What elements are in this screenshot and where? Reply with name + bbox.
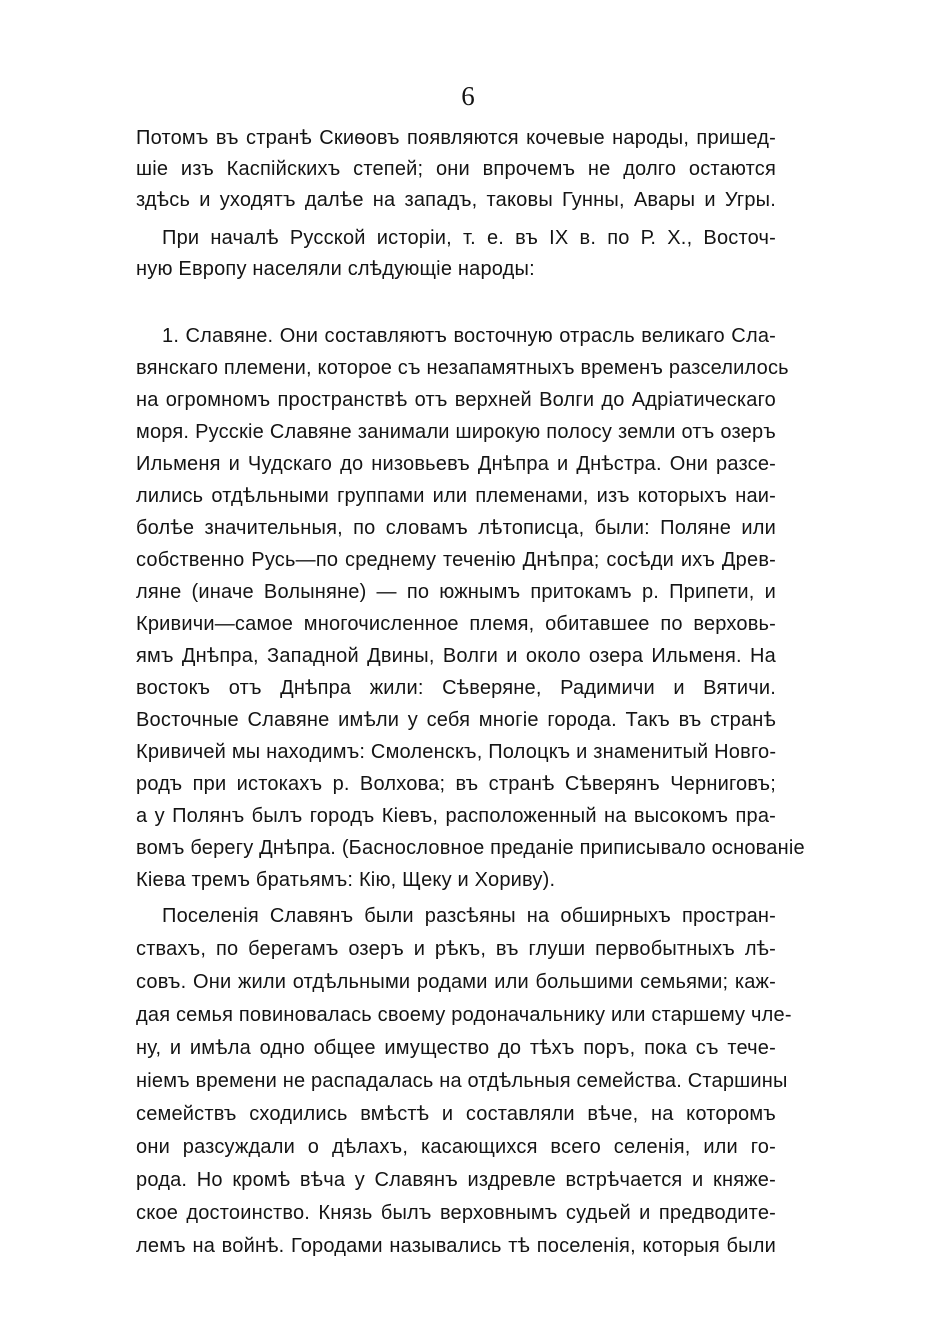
text-line: лились отдѣльными группами или племенами, изъ которыхъ наи- (136, 485, 776, 507)
text-line: семействъ сходились вмѣстѣ и составляли вѣче, на которомъ (136, 1103, 776, 1125)
text-line: здѣсь и уходятъ далѣе на западъ, таковы Гунны, Авары и Угры. (136, 189, 776, 211)
text-line: ніемъ времени не распадалась на отдѣльныя семейства. Старшины (136, 1070, 788, 1092)
text-line: Поселенія Славянъ были разсѣяны на обширныхъ простран- (162, 905, 776, 927)
text-line: болѣе значительныя, по словамъ лѣтописца, были: Поляне или (136, 517, 776, 539)
text-line: Кривичей мы находимъ: Смоленскъ, Полоцкъ и знаменитый Новго- (136, 741, 777, 763)
text-line: рода. Но кромѣ вѣча у Славянъ издревле встрѣчается и княже- (136, 1169, 776, 1191)
text-line: на огромномъ пространствѣ отъ верхней Волги до Адріатическаго (136, 389, 776, 411)
text-line: Потомъ въ странѣ Скиѳовъ появляются кочевые народы, пришед- (136, 127, 776, 149)
text-line: ляне (иначе Волыняне) — по южнымъ притокамъ р. Припети, и (136, 581, 776, 603)
text-line: шіе изъ Каспійскихъ степей; они впрочемъ не долго остаются (136, 158, 776, 180)
text-line: востокъ отъ Днѣпра жили: Сѣверяне, Радимичи и Вятичи. (136, 677, 776, 699)
text-line: Ильменя и Чудскаго до низовьевъ Днѣпра и Днѣстра. Они разсе- (136, 453, 776, 475)
text-line: вянскаго племени, которое съ незапамятныхъ временъ разселилось (136, 357, 789, 379)
text-line: ную Европу населяли слѣдующіе народы: (136, 258, 535, 280)
text-line: ское достоинство. Князь былъ верховнымъ судьей и предводите- (136, 1202, 776, 1224)
text-line: ямъ Днѣпра, Западной Двины, Волги и около озера Ильменя. На (136, 645, 776, 667)
text-line: Кривичи—самое многочисленное племя, обитавшее по верховь- (136, 613, 776, 635)
text-line: ну, и имѣла одно общее имущество до тѣхъ поръ, пока съ тече- (136, 1037, 776, 1059)
text-line: родъ при истокахъ р. Волхова; въ странѣ Сѣверянъ Черниговъ; (136, 773, 776, 795)
text-line: дая семья повиновалась своему родоначальнику или старшему чле- (136, 1004, 792, 1026)
text-line: лемъ на войнѣ. Городами назывались тѣ поселенія, которыя были (136, 1235, 776, 1257)
text-line: они разсуждали о дѣлахъ, касающихся всего селенія, или го- (136, 1136, 776, 1158)
text-line: Восточные Славяне имѣли у себя многіе города. Такъ въ странѣ (136, 709, 776, 731)
text-line: 1. Славяне. Они составляютъ восточную отрасль великаго Сла- (162, 325, 776, 347)
text-line: а у Полянъ былъ городъ Кіевъ, расположенный на высокомъ пра- (136, 805, 776, 827)
text-line: совъ. Они жили отдѣльными родами или большими семьями; каж- (136, 971, 776, 993)
text-line: Кіева тремъ братьямъ: Кію, Щеку и Хориву). (136, 869, 556, 891)
text-line: ствахъ, по берегамъ озеръ и рѣкъ, въ глуши первобытныхъ лѣ- (136, 938, 776, 960)
page-number: 6 (461, 81, 475, 111)
text-line: собственно Русь—по среднему теченію Днѣпра; сосѣди ихъ Древ- (136, 549, 776, 571)
text-line: вомъ берегу Днѣпра. (Баснословное преданіе приписывало основаніе (136, 837, 805, 859)
text-line: При началѣ Русской исторіи, т. е. въ IX в. по Р. Х., Восточ- (162, 227, 776, 249)
text-line: моря. Русскіе Славяне занимали широкую полосу земли отъ озеръ (136, 421, 776, 443)
